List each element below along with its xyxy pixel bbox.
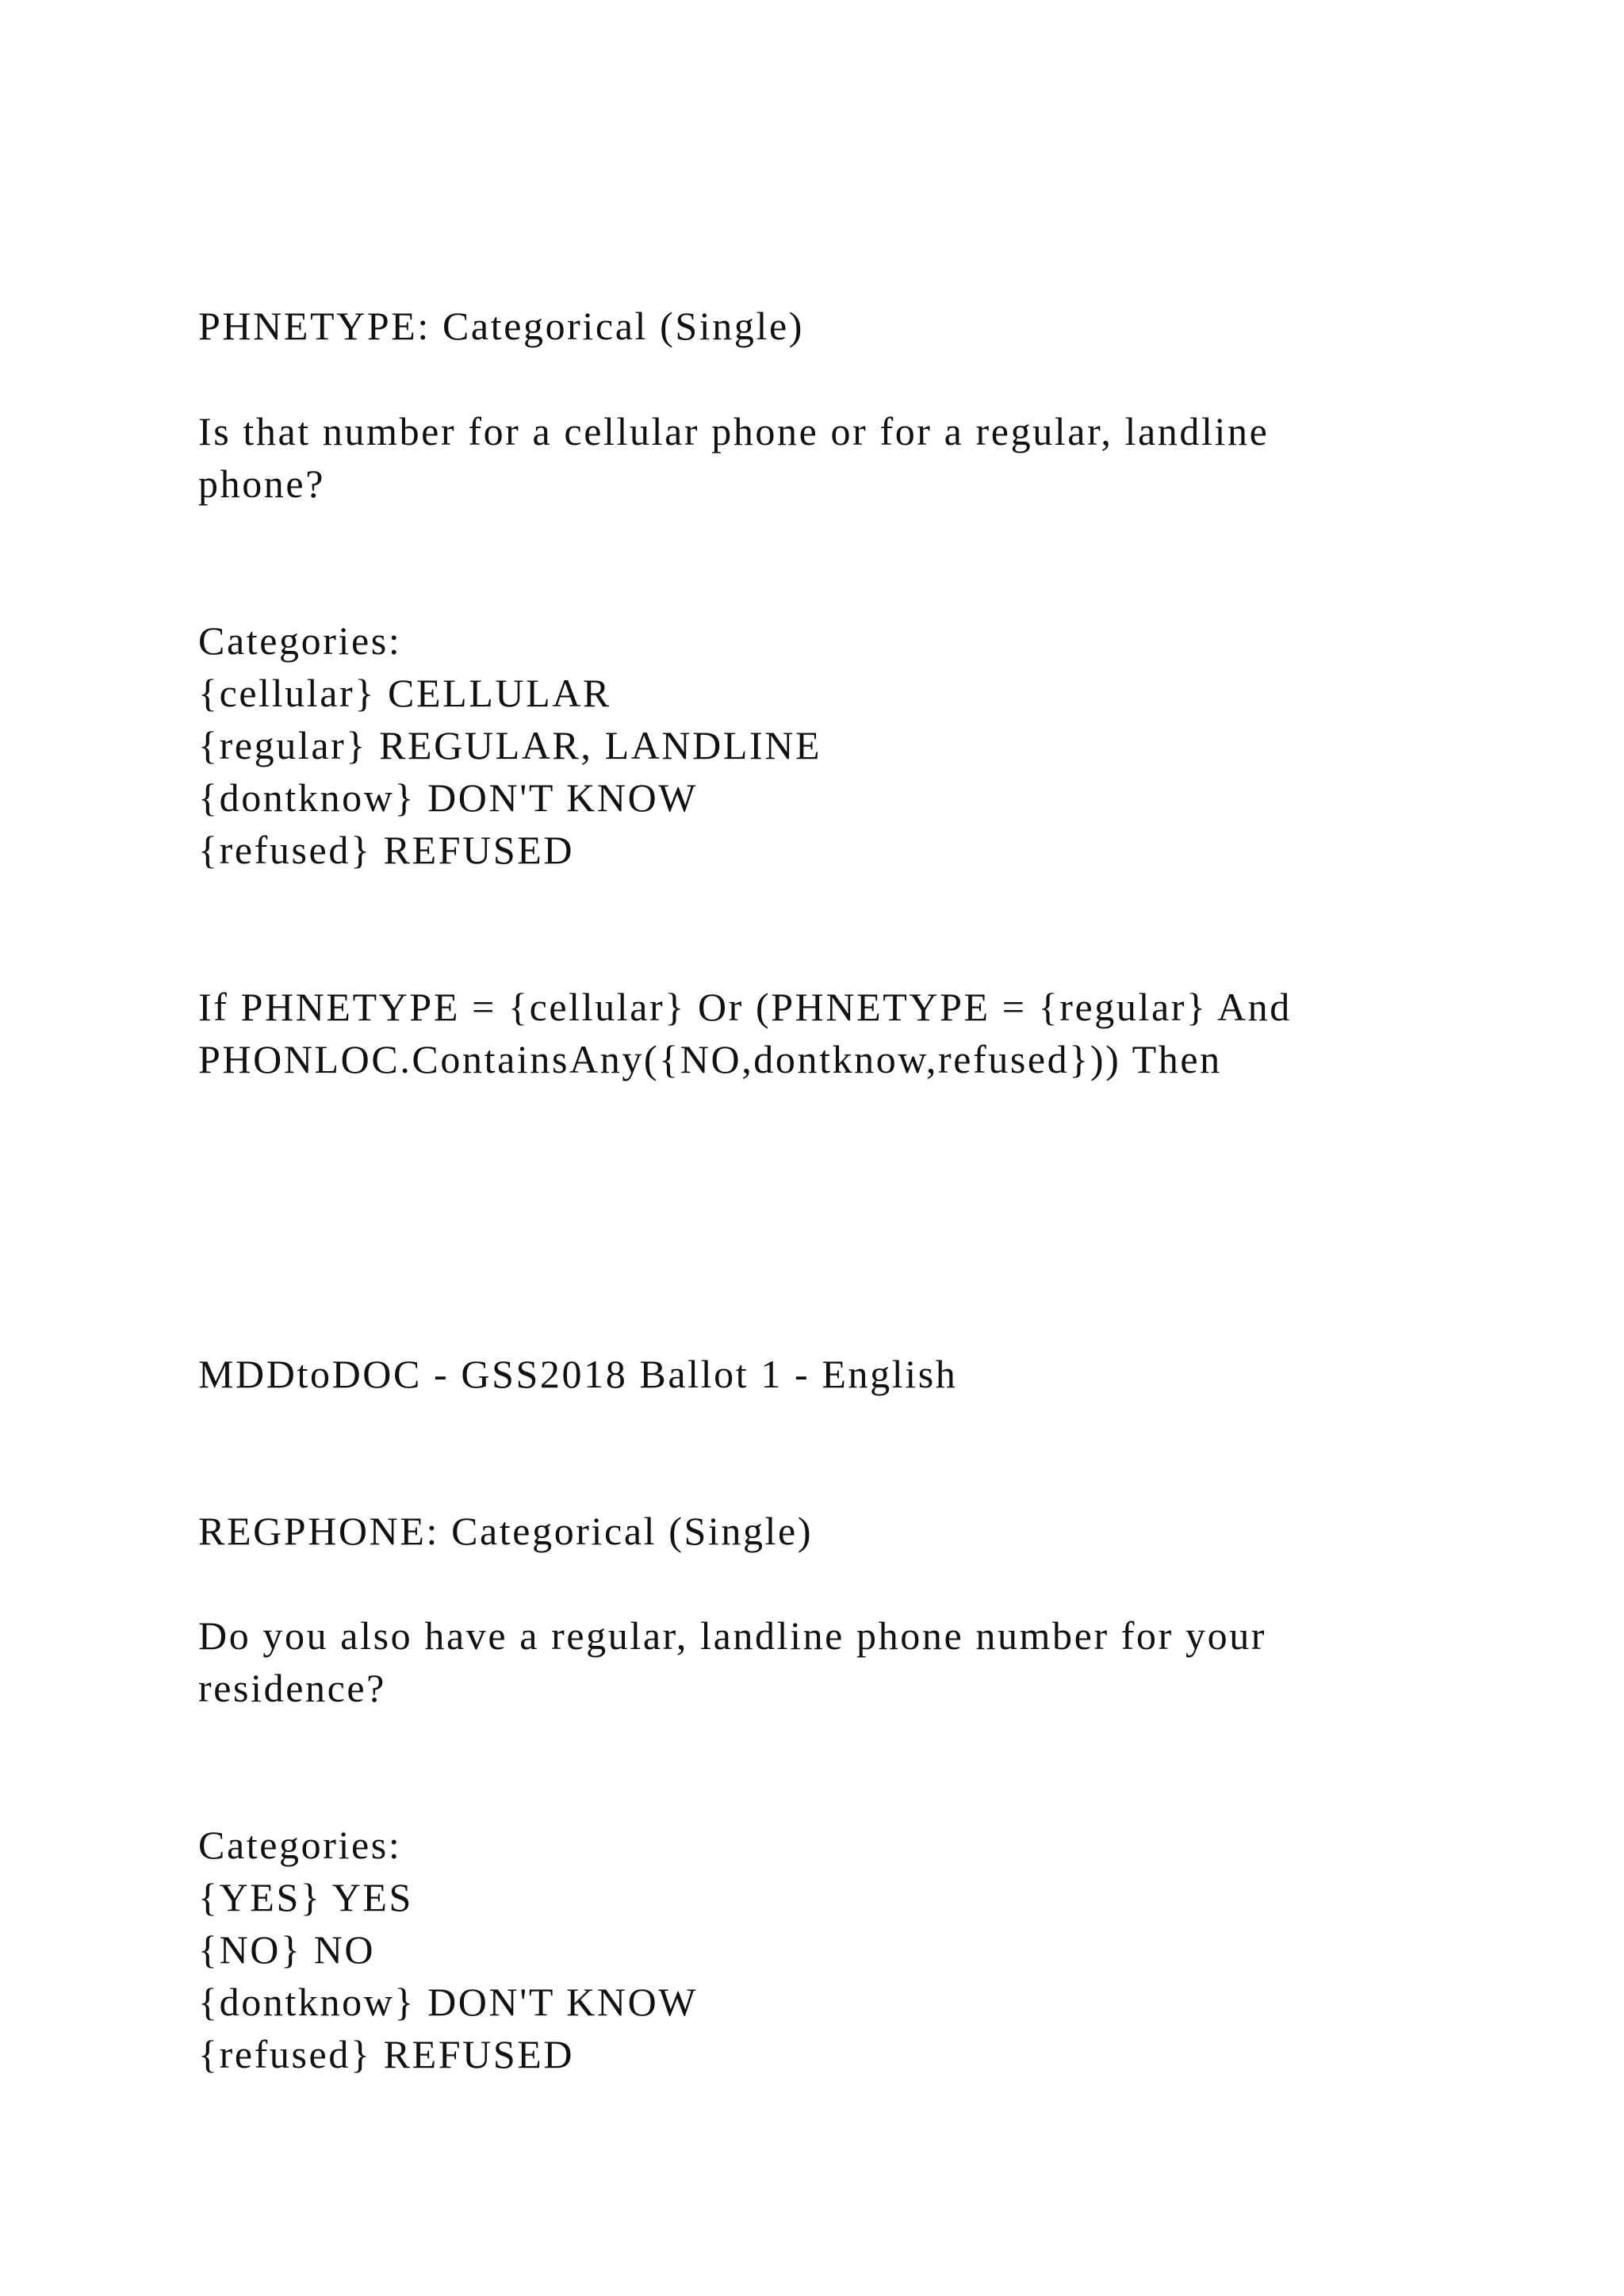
regphone-question-line-1: Do you also have a regular, landline phone number for your (198, 1613, 1267, 1658)
phnetype-category-item: {refused} REFUSED (198, 828, 575, 872)
phnetype-category-item: {cellular} CELLULAR (198, 671, 611, 715)
phnetype-category-item: {dontknow} DON'T KNOW (198, 775, 699, 820)
regphone-question-line-2: residence? (198, 1666, 386, 1710)
phnetype-category-item: {regular} REGULAR, LANDLINE (198, 723, 822, 767)
regphone-categories-label: Categories: (198, 1823, 402, 1867)
regphone-category-item: {NO} NO (198, 1927, 376, 1972)
phnetype-heading: PHNETYPE: Categorical (Single) (198, 304, 804, 348)
regphone-heading: REGPHONE: Categorical (Single) (198, 1509, 814, 1553)
page-header: MDDtoDOC - GSS2018 Ballot 1 - English (198, 1352, 958, 1396)
routing-condition-line-1: If PHNETYPE = {cellular} Or (PHNETYPE = {regular} And (198, 985, 1292, 1029)
regphone-category-item: {dontknow} DON'T KNOW (198, 1980, 699, 2024)
phnetype-question-line-2: phone? (198, 461, 325, 506)
regphone-category-item: {YES} YES (198, 1875, 413, 1919)
regphone-category-item: {refused} REFUSED (198, 2032, 575, 2076)
routing-condition-line-2: PHONLOC.ContainsAny({NO,dontknow,refused})) Then (198, 1037, 1222, 1081)
phnetype-question-line-1: Is that number for a cellular phone or for a regular, landline (198, 409, 1270, 453)
phnetype-categories-label: Categories: (198, 618, 402, 663)
